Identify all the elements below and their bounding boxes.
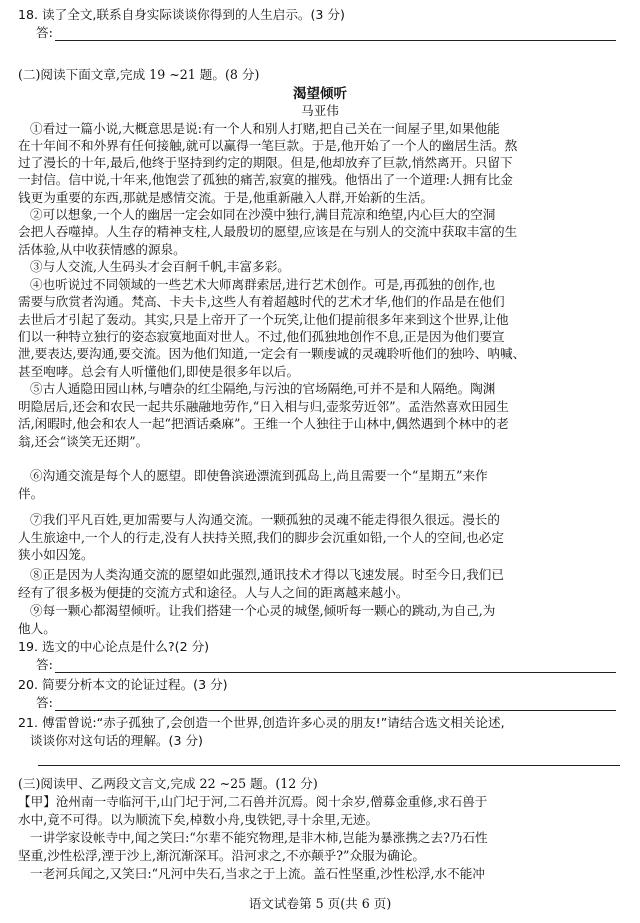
- para-line: 甚至咆哮。总会有人听懂他们,即使是很多年以后。: [18, 364, 300, 379]
- para-line: 他人。: [18, 621, 56, 636]
- article-author: 马亚伟: [301, 103, 339, 118]
- para-line: ⑨每一颗心都渴望倾听。让我们搭建一个心灵的城堡,倾听每一颗心的跳动,为自己,为: [30, 603, 496, 618]
- para-line: 伴。: [18, 486, 44, 501]
- answer-line[interactable]: [55, 28, 616, 41]
- para-line: 会把人吞噬掉。人生存的精神支柱,人最殷切的愿望,应该是在与别人的交流中获取丰富的生: [18, 224, 518, 239]
- para-line: 泄,要表达,要沟通,要交流。因为他们知道,一定会有一颗虔诚的灵魂聆听他们的独吟、呐喊、: [18, 346, 526, 361]
- para-line: ⑧正是因为人类沟通交流的愿望如此强烈,通讯技术才得以飞速发展。时至今日,我们已: [30, 567, 504, 582]
- article-title: 渴望倾听: [293, 86, 347, 102]
- para-line: 过了漫长的十年,最后,他终于坚持到约定的期限。但是,他却放弃了巨款,悄然离开。只留下: [18, 155, 513, 170]
- para-line: 明隐居后,还会和农民一起共乐融融地劳作,“日入相与归,壶浆劳近邻”。孟浩然喜欢田园生: [18, 399, 509, 414]
- para-line: ⑦我们平凡百姓,更加需要与人沟通交流。一颗孤独的灵魂不能走得很久很远。漫长的: [30, 512, 500, 527]
- para-line: 一封信。信中说,十年来,他饱尝了孤独的痛苦,寂寞的摧残。他悟出了一个道理:人拥有比金: [18, 172, 513, 187]
- answer-line[interactable]: [55, 698, 616, 711]
- question-19-answer: [36, 657, 636, 673]
- para-line: ④也听说过不同领域的一些艺术大师离群索居,进行艺术创作。可是,再孤独的创作,也: [30, 277, 496, 292]
- question-19: 19. 选文的中心论点是什么?(2 分): [18, 639, 210, 654]
- para-line: 人生旅途中,一个人的行走,没有人扶持关照,我们的脚步会沉重如铅,一个人的空间,也必定: [18, 530, 504, 545]
- section-2-header: (二)阅读下面文章,完成 19 ~21 题。(8 分): [18, 67, 260, 82]
- para-line: 狭小如囚笼。: [18, 547, 94, 562]
- question-21: 21. 傅雷曾说:“赤子孤独了,会创造一个世界,创造许多心灵的朋友!”请结合选文相关论述,: [18, 715, 505, 730]
- question-21-cont: 谈谈你对这句话的理解。(3 分): [30, 733, 203, 748]
- answer-label: 答:: [36, 695, 53, 710]
- question-18: 18. 读了全文,联系自身实际谈谈你得到的人生启示。(3 分): [18, 7, 345, 22]
- para-line: 经有了很多极为便捷的交流方式和途径。人与人之间的距离越来越小。: [18, 585, 409, 600]
- para-line: ⑤古人遁隐田园山林,与嘈杂的红尘隔绝,与污浊的官场隔绝,可并不是和人隔绝。陶渊: [30, 381, 496, 396]
- para-line: ①看过一篇小说,大概意思是说:有一个人和别人打赌,把自己关在一间屋子里,如果他能: [30, 121, 500, 136]
- para-line: 在十年间不和外界有任何接触,就可以赢得一笔巨款。于是,他开始了一个人的幽居生活。熬: [18, 138, 518, 153]
- para-line: 钱更为重要的东西,那就是感情交流。于是,他重新融入人群,开始新的生活。: [18, 190, 434, 205]
- para-line: ⑥沟通交流是每个人的愿望。即使鲁滨逊漂流到孤岛上,尚且需要一个“星期五”来作: [30, 468, 488, 483]
- para-line: ②可以想象,一个人的幽居一定会如同在沙漠中独行,满目荒凉和绝望,内心巨大的空洞: [30, 207, 496, 222]
- para-line: 需要与欣赏者沟通。梵高、卡夫卡,这些人有着超越时代的艺术才华,他们的作品是在他们: [18, 294, 505, 309]
- question-18-answer: [36, 25, 636, 41]
- classical-line: 一讲学家设帐寺中,闻之笑曰:“尔辈不能究物理,是非木柿,岂能为暴涨携之去?乃石性: [30, 830, 488, 845]
- para-line: 翁,还会“谈笑无还期”。: [18, 434, 149, 449]
- classical-line: 【甲】沧州南一寺临河干,山门圮于河,二石兽并沉焉。阅十余岁,僧募金重修,求石兽于: [18, 794, 488, 809]
- answer-line[interactable]: [38, 765, 620, 766]
- question-20-answer: [36, 695, 636, 711]
- para-line: 去世后才引起了轰动。其实,只是上帝开了一个玩笑,让他们提前很多年来到这个世界,让他: [18, 312, 509, 327]
- para-line: 活,闲暇时,他会和农人一起“把酒话桑麻”。王维一个人独往于山林中,偶然遇到个林中的老: [18, 416, 509, 431]
- classical-line: 一老河兵闻之,又笑曰:“凡河中失石,当求之于上流。盖石性坚重,沙性松浮,水不能冲: [30, 866, 485, 881]
- para-line: ③与人交流,人生码头才会百舸千帆,丰富多彩。: [30, 259, 290, 274]
- answer-label: 答:: [36, 657, 53, 672]
- para-line: 活体验,从中收获情感的源泉。: [18, 242, 186, 257]
- classical-line: 坚重,沙性松浮,湮于沙上,渐沉渐深耳。沿河求之,不亦颠乎?”众服为确论。: [18, 848, 426, 863]
- question-20: 20. 简要分析本文的论证过程。(3 分): [18, 677, 228, 692]
- page-footer: 语文试卷第 5 页(共 6 页): [248, 896, 392, 911]
- answer-label: 答:: [36, 25, 53, 40]
- classical-line: 水中,竟不可得。以为顺流下矣,棹数小舟,曳铁钯,寻十余里,无迹。: [18, 812, 379, 827]
- answer-line[interactable]: [55, 660, 616, 673]
- section-3-header: (三)阅读甲、乙两段文言文,完成 22 ~25 题。(12 分): [18, 776, 318, 791]
- para-line: 们以一种特立独行的姿态寂寞地面对世人。不过,他们孤独地创作不息,正是因为他们要宣: [18, 329, 505, 344]
